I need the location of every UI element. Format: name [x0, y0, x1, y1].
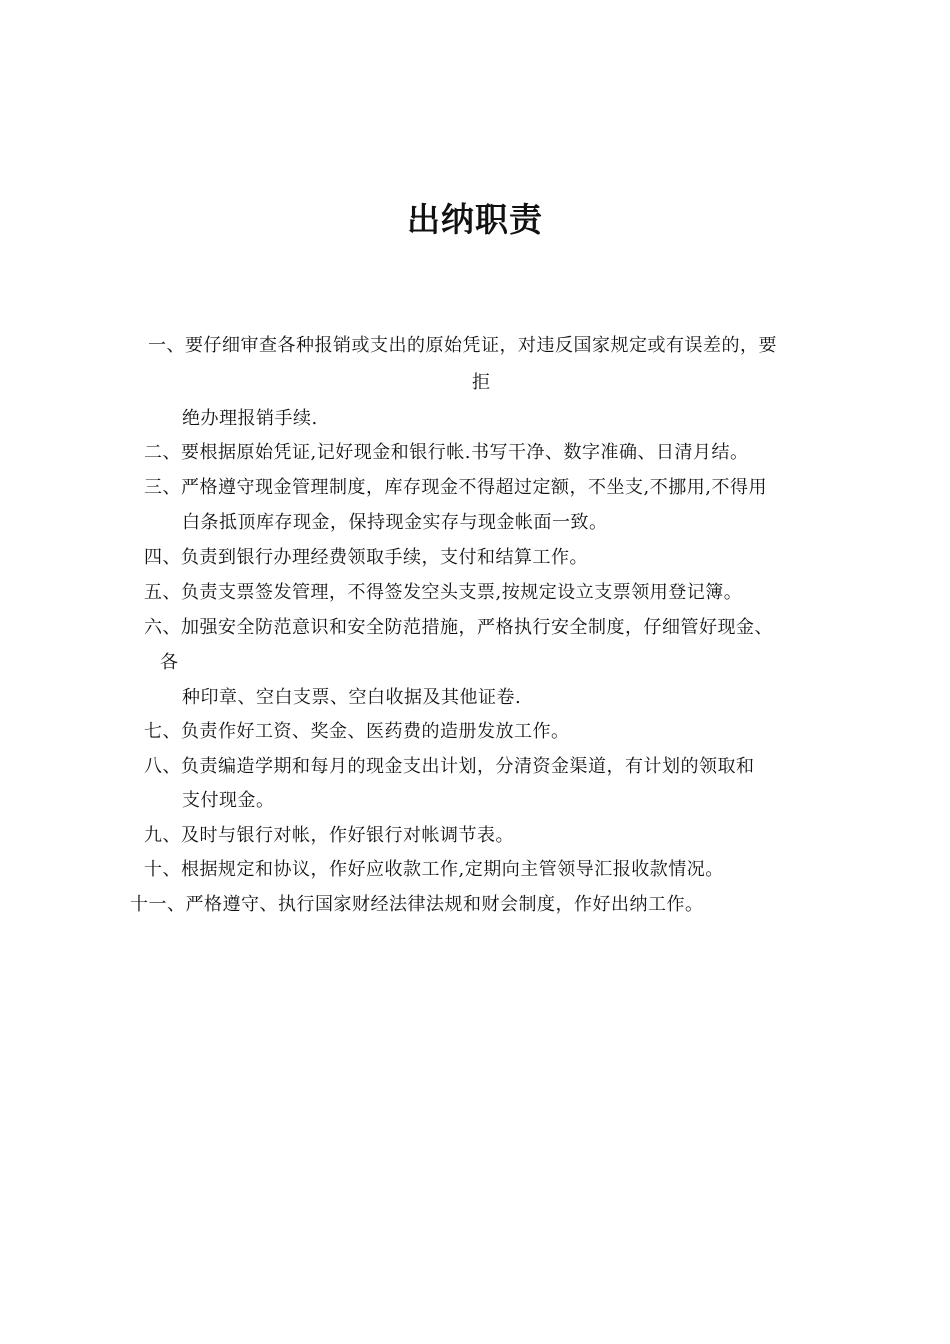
duty-line-11: 十一、严格遵守、执行国家财经法律法规和财会制度，作好出纳工作。 [130, 894, 704, 915]
duty-line-1-cont: 绝办理报销手续. [182, 408, 318, 429]
duty-line-1: 一、要仔细审查各种报销或支出的原始凭证，对违反国家规定或有误差的，要 [148, 335, 777, 356]
duty-line-10: 十、根据规定和协议，作好应收款工作,定期向主管领导汇报收款情况。 [144, 859, 724, 880]
duty-line-1-wrap: 拒 [472, 372, 491, 393]
duty-line-6-cont: 种印章、空白支票、空白收据及其他证卷. [182, 687, 522, 708]
duty-line-8-cont: 支付现金。 [182, 790, 275, 811]
duty-line-6: 六、加强安全防范意识和安全防范措施，严格执行安全制度，仔细管好现金、 [144, 617, 773, 638]
duty-line-3: 三、严格遵守现金管理制度，库存现金不得超过定额，不坐支,不挪用,不得用 [144, 477, 767, 498]
duty-line-2: 二、要根据原始凭证,记好现金和银行帐.书写干净、数字准确、日清月结。 [144, 442, 749, 463]
duty-line-9: 九、及时与银行对帐，作好银行对帐调节表。 [144, 825, 514, 846]
duty-line-5: 五、负责支票签发管理，不得签发空头支票,按规定设立支票领用登记簿。 [144, 582, 743, 603]
page-title: 出纳职责 [407, 200, 543, 239]
duty-line-4: 四、负责到银行办理经费领取手续，支付和结算工作。 [144, 547, 588, 568]
duty-line-7: 七、负责作好工资、奖金、医药费的造册发放工作。 [144, 721, 570, 742]
duty-line-8: 八、负责编造学期和每月的现金支出计划，分清资金渠道，有计划的领取和 [144, 756, 755, 777]
duty-line-6-wrap: 各 [160, 652, 179, 673]
duty-line-3-cont: 白条抵顶库存现金，保持现金实存与现金帐面一致。 [182, 512, 608, 533]
